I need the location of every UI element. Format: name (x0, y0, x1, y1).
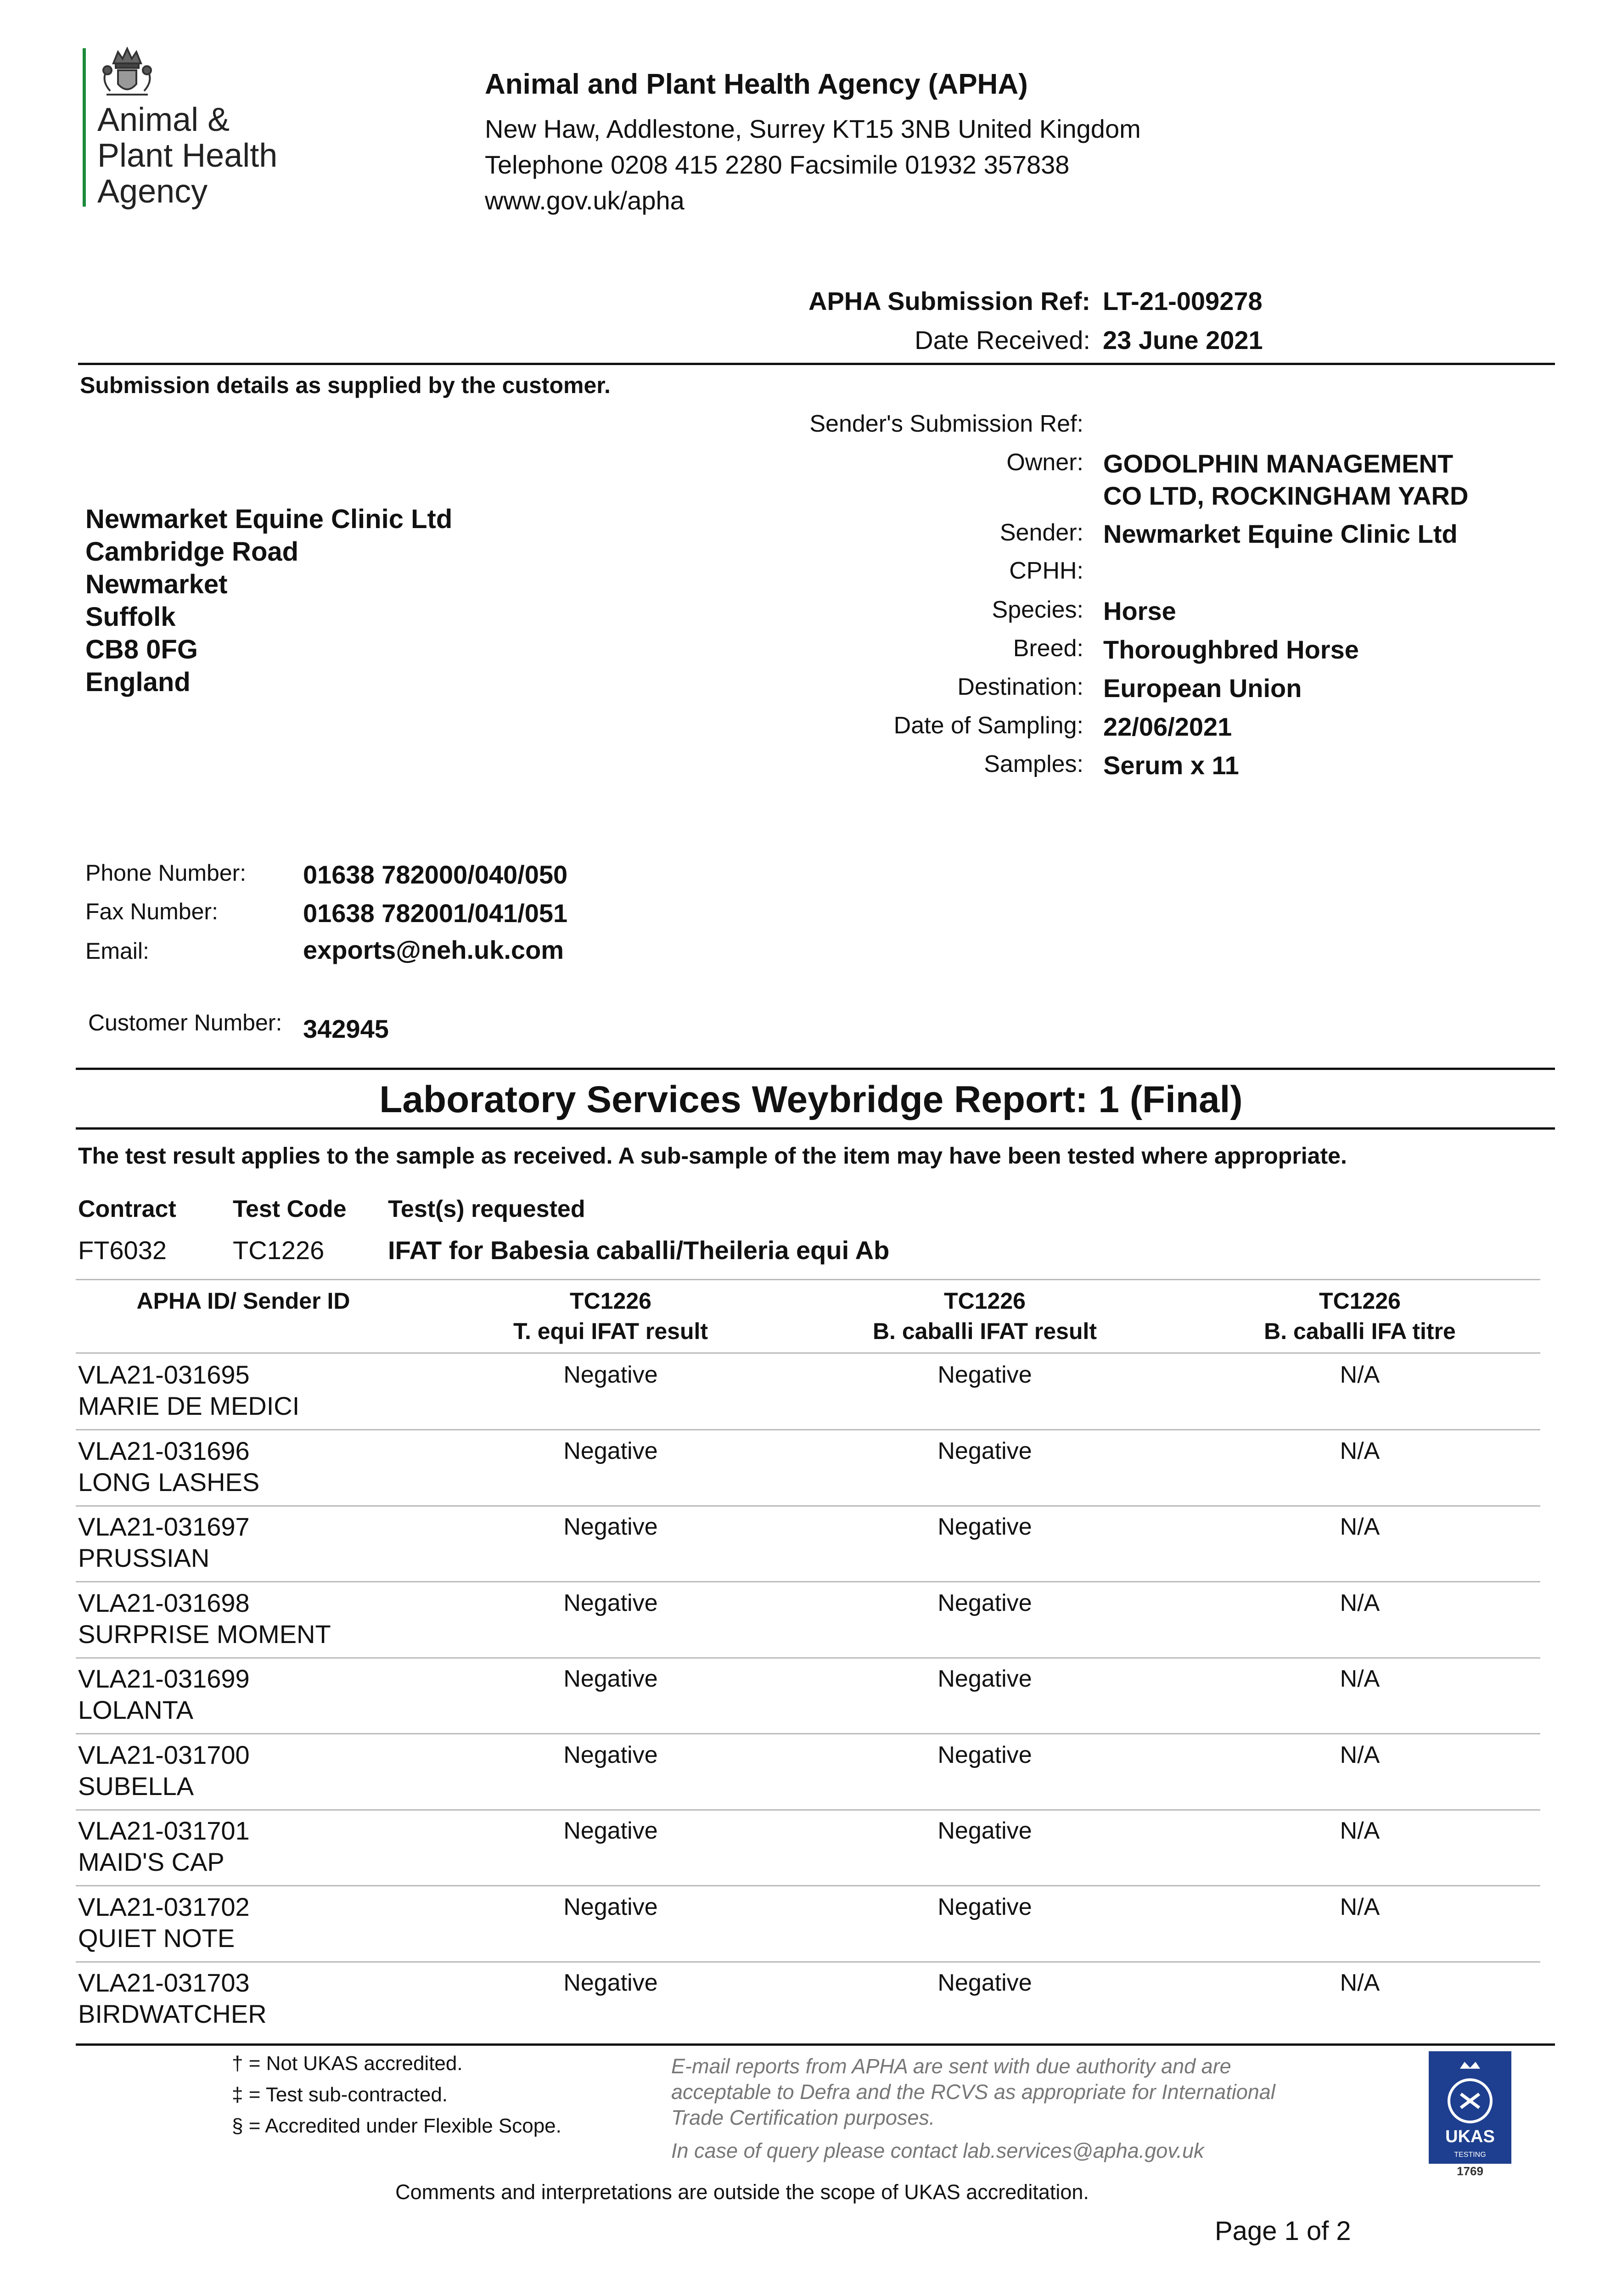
header-line: TC1226 (1319, 1288, 1401, 1314)
sender-id: QUIET NOTE (78, 1924, 235, 1953)
footer-note: acceptable to Defra and the RCVS as appropriate for International (671, 2080, 1275, 2104)
apha-id: VLA21-031703 (78, 1968, 250, 1997)
row-divider (76, 1885, 1540, 1886)
logo-accent-bar (83, 48, 86, 207)
owner-line: GODOLPHIN MANAGEMENT (1103, 449, 1454, 478)
test-code-value: TC1226 (233, 1236, 325, 1265)
sample-id-cell (78, 1359, 299, 1422)
bcab-result-cell: Negative (937, 1362, 1032, 1388)
ukas-comments: Comments and interpretations are outside the scope of UKAS accreditation. (395, 2180, 1089, 2204)
date-received-label: Date Received: (915, 326, 1090, 355)
ukas-label: UKAS (1445, 2127, 1495, 2146)
address-line: Newmarket (85, 569, 228, 599)
footnote-key: † = Not UKAS accredited. (232, 2052, 463, 2075)
tequi-result-cell: Negative (563, 1742, 658, 1768)
bcab-titre-cell: N/A (1340, 1514, 1380, 1540)
tequi-result-cell: Negative (563, 1362, 658, 1388)
bcab-titre-cell: N/A (1340, 1362, 1380, 1388)
tequi-result-cell: Negative (563, 1514, 658, 1540)
sampling-date-value: 22/06/2021 (1103, 712, 1232, 741)
tequi-result-cell: Negative (563, 1590, 658, 1616)
owner-line: CO LTD, ROCKINGHAM YARD (1103, 481, 1469, 510)
owner-value (1103, 448, 1468, 512)
row-divider (76, 1581, 1540, 1582)
bcab-result-cell: Negative (937, 1818, 1032, 1844)
footer-note: E-mail reports from APHA are sent with due authority and are (671, 2054, 1231, 2078)
ukas-accreditation-icon (1428, 2050, 1512, 2179)
row-divider (76, 1657, 1540, 1659)
table-header-rule (76, 1352, 1540, 1354)
row-divider (76, 1961, 1540, 1963)
sender-id: MAID'S CAP (78, 1847, 224, 1876)
bcab-titre-cell: N/A (1340, 1590, 1380, 1616)
agency-website[interactable]: www.gov.uk/apha (485, 186, 685, 215)
logo-line: Plant Health (97, 137, 278, 174)
submission-section-title: Submission details as supplied by the customer. (80, 372, 611, 398)
apha-id: VLA21-031697 (78, 1512, 250, 1541)
column-header-id (78, 1286, 409, 1316)
footnote-key: ‡ = Test sub-contracted. (232, 2083, 448, 2106)
fax-label: Fax Number: (85, 899, 218, 924)
submission-ref-label: APHA Submission Ref: (808, 287, 1090, 315)
ukas-number: 1769 (1457, 2164, 1483, 2178)
bcab-titre-cell: N/A (1340, 1742, 1380, 1768)
sample-id-cell (78, 1587, 331, 1650)
owner-label: Owner: (1006, 449, 1083, 476)
tequi-result-cell: Negative (563, 1970, 658, 1996)
apha-id: VLA21-031698 (78, 1588, 250, 1617)
ukas-sub-label: TESTING (1454, 2151, 1486, 2159)
tequi-result-cell: Negative (563, 1666, 658, 1692)
bcab-result-cell: Negative (937, 1514, 1032, 1540)
bcab-titre-cell: N/A (1340, 1666, 1380, 1692)
sender-id: LOLANTA (78, 1695, 194, 1724)
divider (78, 363, 1555, 365)
species-value: Horse (1103, 597, 1176, 625)
customer-number-value: 342945 (303, 1014, 389, 1043)
row-divider (76, 1733, 1540, 1734)
sample-id-cell (78, 1891, 250, 1954)
bcab-titre-cell: N/A (1340, 1970, 1380, 1996)
samples-label: Samples: (984, 751, 1083, 777)
sender-id: BIRDWATCHER (78, 1999, 267, 2028)
submission-ref-value: LT-21-009278 (1103, 287, 1263, 315)
row-divider (76, 1809, 1540, 1811)
apha-id: VLA21-031702 (78, 1892, 250, 1921)
contract-value: FT6032 (78, 1236, 167, 1265)
sample-id-cell (78, 1815, 250, 1878)
tequi-result-cell: Negative (563, 1438, 658, 1464)
bcab-titre-cell: N/A (1340, 1818, 1380, 1844)
address-line: Newmarket Equine Clinic Ltd (85, 504, 453, 534)
breed-label: Breed: (1013, 635, 1083, 662)
sample-id-cell (78, 1663, 250, 1726)
bcab-result-cell: Negative (937, 1742, 1032, 1768)
bcab-result-cell: Negative (937, 1438, 1032, 1464)
address-line: Cambridge Road (85, 537, 299, 567)
bcab-result-cell: Negative (937, 1970, 1032, 1996)
header-line: TC1226 (570, 1288, 651, 1314)
bcab-titre-cell: N/A (1340, 1438, 1380, 1464)
sampling-date-label: Date of Sampling: (893, 712, 1083, 739)
contract-header: Contract (78, 1196, 176, 1222)
tequi-result-cell: Negative (563, 1818, 658, 1844)
address-line: Suffolk (85, 602, 176, 632)
row-divider (76, 1505, 1540, 1507)
column-header-bcab-result (847, 1286, 1122, 1346)
agency-logo-text (97, 102, 277, 209)
address-line: England (85, 667, 191, 697)
page-number: Page 1 of 2 (1215, 2216, 1351, 2246)
samples-value: Serum x 11 (1103, 751, 1239, 780)
fax-value: 01638 782001/041/051 (303, 899, 568, 928)
sender-value: Newmarket Equine Clinic Ltd (1103, 519, 1458, 548)
phone-label: Phone Number: (85, 860, 247, 886)
bcab-result-cell: Negative (937, 1666, 1032, 1692)
bcab-result-cell: Negative (937, 1590, 1032, 1616)
destination-label: Destination: (957, 674, 1083, 700)
header-line: T. equi IFAT result (513, 1318, 708, 1344)
logo-line: Animal & (97, 101, 230, 138)
divider (76, 1127, 1555, 1130)
email-label: Email: (85, 938, 149, 964)
sample-id-cell (78, 1435, 259, 1498)
report-disclaimer: The test result applies to the sample as received. A sub-sample of the item may have been tested where appropriate. (78, 1143, 1347, 1169)
divider (76, 2043, 1555, 2046)
footnote-key: § = Accredited under Flexible Scope. (232, 2115, 561, 2137)
cphh-label: CPHH: (1009, 557, 1083, 584)
customer-number-label: Customer Number: (88, 1010, 282, 1035)
row-divider (76, 1429, 1540, 1430)
tequi-result-cell: Negative (563, 1894, 658, 1920)
species-label: Species: (992, 597, 1083, 623)
logo-line: Agency (97, 173, 208, 210)
sender-id: SUBELLA (78, 1772, 194, 1801)
sender-id: PRUSSIAN (78, 1543, 210, 1572)
sender-ref-label: Sender's Submission Ref: (809, 411, 1083, 437)
report-title: Laboratory Services Weybridge Report: 1 (Final) (379, 1079, 1243, 1120)
test-code-header: Test Code (233, 1196, 347, 1222)
sample-id-cell (78, 1511, 250, 1574)
column-header-tequi (473, 1286, 748, 1346)
agency-name: Animal and Plant Health Agency (APHA) (485, 68, 1028, 100)
footer-note: Trade Certification purposes. (671, 2106, 935, 2129)
header-line: B. caballi IFAT result (872, 1318, 1097, 1344)
phone-value: 01638 782000/040/050 (303, 860, 568, 889)
apha-id: VLA21-031699 (78, 1664, 250, 1693)
footer-contact-note: In case of query please contact lab.services@apha.gov.uk (671, 2139, 1204, 2162)
header-line: APHA ID/ Sender ID (136, 1288, 350, 1314)
header-line: B. caballi IFA titre (1264, 1318, 1456, 1344)
breed-value: Thoroughbred Horse (1103, 635, 1359, 664)
sender-id: SURPRISE MOMENT (78, 1620, 331, 1649)
sample-id-cell (78, 1967, 267, 2030)
apha-id: VLA21-031696 (78, 1436, 250, 1465)
royal-crest-icon (97, 45, 157, 99)
sender-id: MARIE DE MEDICI (78, 1391, 300, 1420)
apha-id: VLA21-031700 (78, 1740, 250, 1769)
destination-value: European Union (1103, 674, 1302, 703)
agency-address: New Haw, Addlestone, Surrey KT15 3NB United Kingdom (485, 114, 1141, 143)
tests-requested-value: IFAT for Babesia caballi/Theileria equi Ab (388, 1236, 890, 1265)
column-header-bcab-titre (1222, 1286, 1498, 1346)
bcab-result-cell: Negative (937, 1894, 1032, 1920)
sample-id-cell (78, 1739, 250, 1802)
address-line: CB8 0FG (85, 635, 198, 664)
tests-requested-header: Test(s) requested (388, 1196, 585, 1222)
table-top-rule (76, 1279, 1540, 1280)
header-line: TC1226 (944, 1288, 1026, 1314)
sender-label: Sender: (999, 519, 1083, 546)
email-value[interactable]: exports@neh.uk.com (303, 935, 564, 964)
sender-address (85, 503, 452, 698)
apha-id: VLA21-031701 (78, 1816, 250, 1845)
divider (76, 1068, 1555, 1070)
bcab-titre-cell: N/A (1340, 1894, 1380, 1920)
apha-id: VLA21-031695 (78, 1360, 250, 1389)
agency-telephone: Telephone 0208 415 2280 Facsimile 01932 357838 (485, 150, 1070, 179)
date-received-value: 23 June 2021 (1103, 326, 1263, 355)
sender-id: LONG LASHES (78, 1468, 260, 1497)
